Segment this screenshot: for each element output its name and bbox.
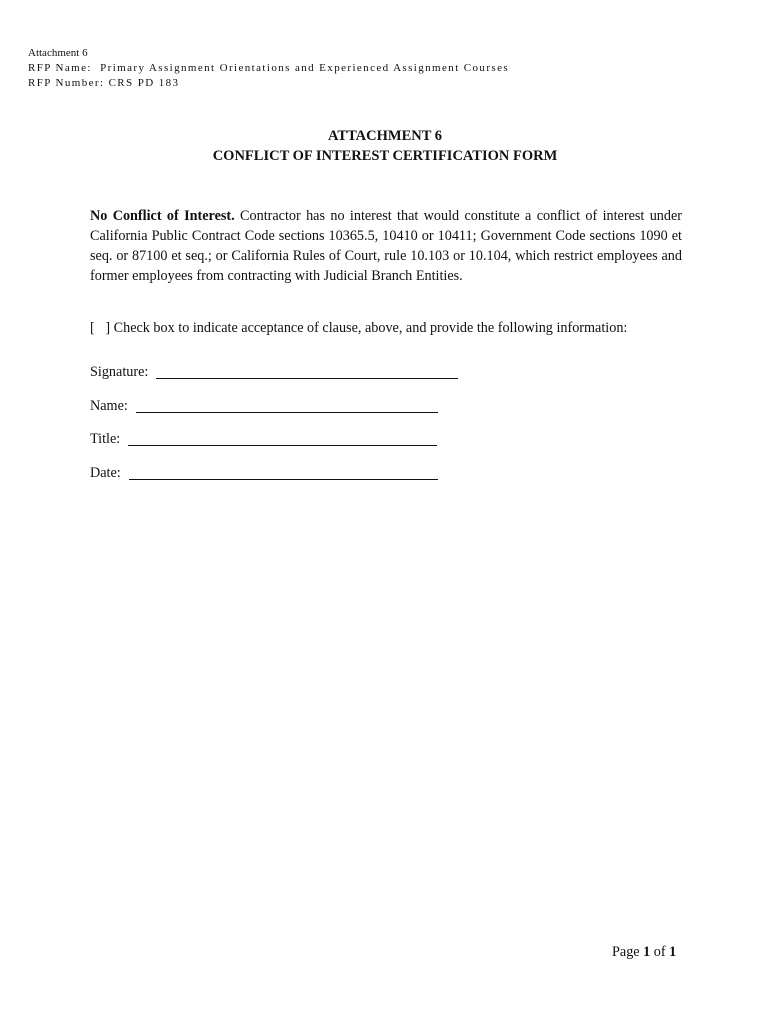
- acceptance-text: Check box to indicate acceptance of clause, above, and provide the following information:: [113, 320, 628, 336]
- acceptance-row: [90, 318, 627, 338]
- signature-field-row: [90, 362, 458, 382]
- title-label: Title:: [90, 431, 121, 447]
- title-field-row: [90, 429, 437, 449]
- clause-body: Contractor has no interest that would constitute a conflict of interest under California Public Contract Code sections 10365.5, 10410 or 10411; Government Code sections 1090 et seq. or 87100 et seq.; or California Rules of Court, rule 10.103 or 10.104, which restrict employees and former employees from contracting with Judicial Branch Entities.: [90, 208, 682, 284]
- acceptance-checkbox[interactable]: [ ]: [90, 320, 111, 336]
- form-title: [0, 126, 770, 166]
- date-input-line[interactable]: [129, 465, 438, 480]
- total-page-number: 1: [669, 944, 677, 960]
- rfp-name: RFP Name: Primary Assignment Orientations and Experienced Assignment Courses: [28, 62, 510, 74]
- page-number: [612, 942, 676, 962]
- name-input-line[interactable]: [136, 398, 438, 413]
- date-field-row: [90, 463, 438, 483]
- name-field-row: [90, 396, 438, 416]
- of-word: of: [653, 944, 666, 960]
- page-word: Page: [612, 944, 640, 960]
- attachment-label: Attachment 6: [28, 47, 88, 59]
- signature-input-line[interactable]: [156, 364, 458, 379]
- name-label: Name:: [90, 398, 128, 414]
- form-title-line-2: CONFLICT OF INTEREST CERTIFICATION FORM: [212, 148, 558, 164]
- signature-label: Signature:: [90, 364, 149, 380]
- date-label: Date:: [90, 465, 121, 481]
- document-header: [28, 46, 509, 91]
- title-input-line[interactable]: [128, 431, 437, 446]
- current-page-number: 1: [643, 944, 651, 960]
- form-title-line-1: ATTACHMENT 6: [328, 128, 442, 144]
- clause-heading: No Conflict of Interest.: [90, 208, 235, 224]
- no-conflict-clause: [90, 206, 682, 286]
- rfp-number: RFP Number: CRS PD 183: [28, 77, 180, 89]
